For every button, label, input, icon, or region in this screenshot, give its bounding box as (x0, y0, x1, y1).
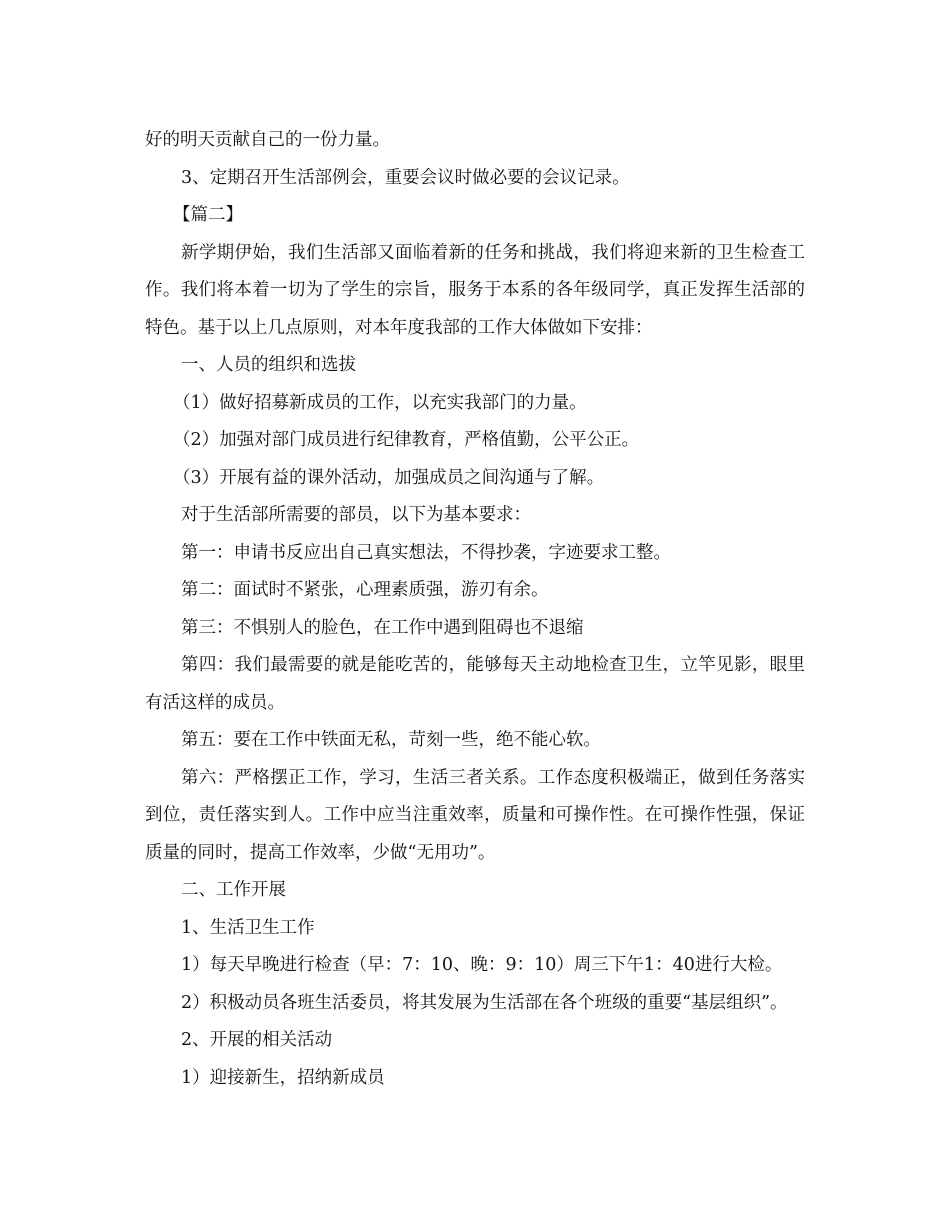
requirement-fifth: 第五：要在工作中铁面无私，苛刻一些，绝不能心软。 (181, 730, 601, 750)
hygiene-item-1: 1）每天早晚进行检查（早：7：10、晚：9：10）周三下午1：40进行大检。 (181, 955, 783, 975)
list-item-3: （3）开展有益的课外活动，加强成员之间沟通与了解。 (173, 467, 605, 488)
requirement-second: 第二：面试时不紧张，心理素质强，游刃有余。 (181, 580, 549, 600)
requirement-first: 第一：申请书反应出自己真实想法，不得抄袭，字迹要求工整。 (181, 542, 671, 563)
subheading-hygiene-work: 1、生活卫生工作 (181, 917, 315, 938)
activity-item-1: 1）迎接新生，招纳新成员 (181, 1067, 385, 1088)
requirement-third: 第三：不惧别人的脸色，在工作中遇到阻碍也不退缩 (181, 617, 584, 638)
subheading-related-activities: 2、开展的相关活动 (181, 1030, 333, 1050)
paragraph-intro: 新学期伊始，我们生活部又面临着新的任务和挑战，我们将迎来新的卫生检查工作。我们将本着一切为了学生的宗旨，服务于本系的各年级同学，真正发挥生活部的特色。基于以上几点原则，对本年度我部的工作大体做如下安排： (145, 242, 805, 338)
paragraph-continuation: 好的明天贡献自己的一份力量。 (145, 130, 390, 150)
requirement-fourth: 第四：我们最需要的就是能吃苦的，能够每天主动地检查卫生，立竿见影，眼里有活这样的成员。 (145, 655, 805, 713)
heading-staffing: 一、人员的组织和选拔 (181, 355, 356, 375)
list-item-1: （1）做好招募新成员的工作，以充实我部门的力量。 (173, 392, 587, 413)
document-body (145, 122, 805, 1097)
hygiene-item-2: 2）积极动员各班生活委员，将其发展为生活部在各个班级的重要“基层组织”。 (181, 992, 788, 1013)
section-heading-part-two: 【篇二】 (173, 205, 243, 225)
requirement-sixth: 第六：严格摆正工作，学习，生活三者关系。工作态度积极端正，做到任务落实到位，责任落实到人。工作中应当注重效率，质量和可操作性。在可操作性强，保证质量的同时，提高工作效率，少做“无用功”。 (145, 767, 805, 863)
paragraph-item-3: 3、定期召开生活部例会，重要会议时做必要的会议记录。 (181, 167, 630, 188)
paragraph-requirements-intro: 对于生活部所需要的部员，以下为基本要求： (181, 505, 531, 525)
heading-work-development: 二、工作开展 (181, 880, 286, 900)
list-item-2: （2）加强对部门成员进行纪律教育，严格值勤，公平公正。 (173, 430, 640, 450)
